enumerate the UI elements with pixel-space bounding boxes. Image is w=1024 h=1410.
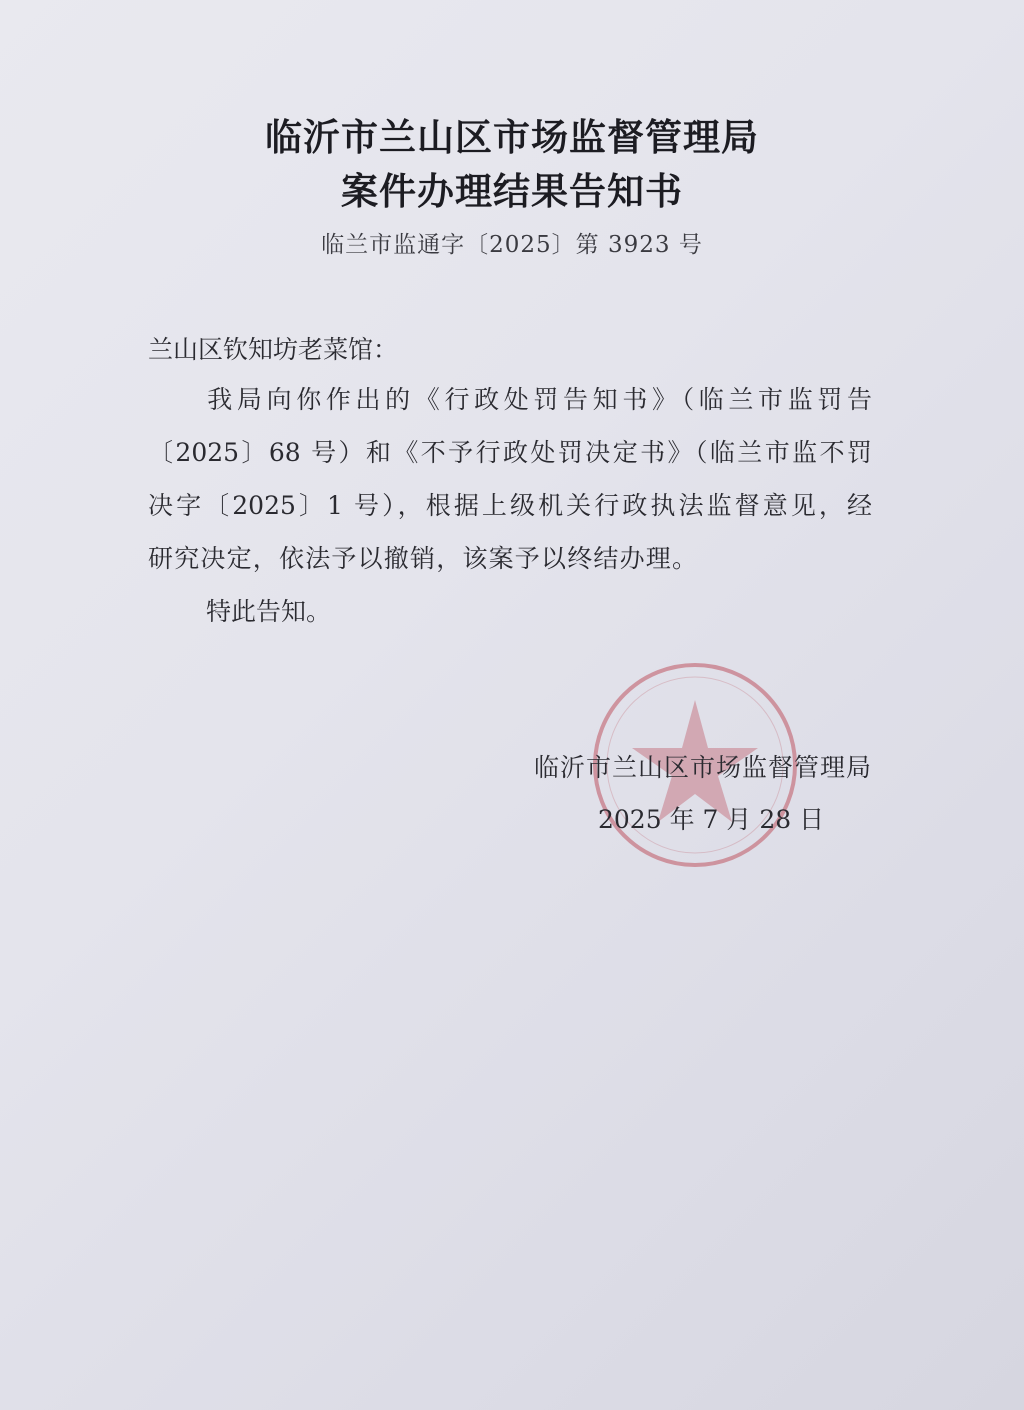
paragraph-last-line: 研究决定，依法予以撤销，该案予以终结办理。 — [148, 544, 699, 573]
paragraph-line: 我局向你作出的《行政处罚告知书》（临兰市监罚告 — [148, 385, 872, 414]
document-number: 临兰市监通字〔2025〕第 3923 号 — [321, 232, 703, 258]
paragraph-line: 〔2025〕68 号）和《不予行政处罚决定书》（临兰市监不罚 — [148, 438, 872, 467]
paragraph-line: 决字〔2025〕1 号），根据上级机关行政执法监督意见，经 — [148, 491, 872, 520]
closing-text: 特此告知。 — [206, 597, 332, 626]
document-title-line1: 临沂市兰山区市场监督管理局 — [265, 116, 759, 159]
document-title-line2: 案件办理结果告知书 — [341, 170, 683, 213]
issuer-name: 临沂市兰山区市场监督管理局 — [533, 753, 872, 782]
addressee: 兰山区钦知坊老菜馆： — [148, 335, 399, 364]
issue-date: 2025 年 7 月 28 日 — [598, 805, 825, 834]
